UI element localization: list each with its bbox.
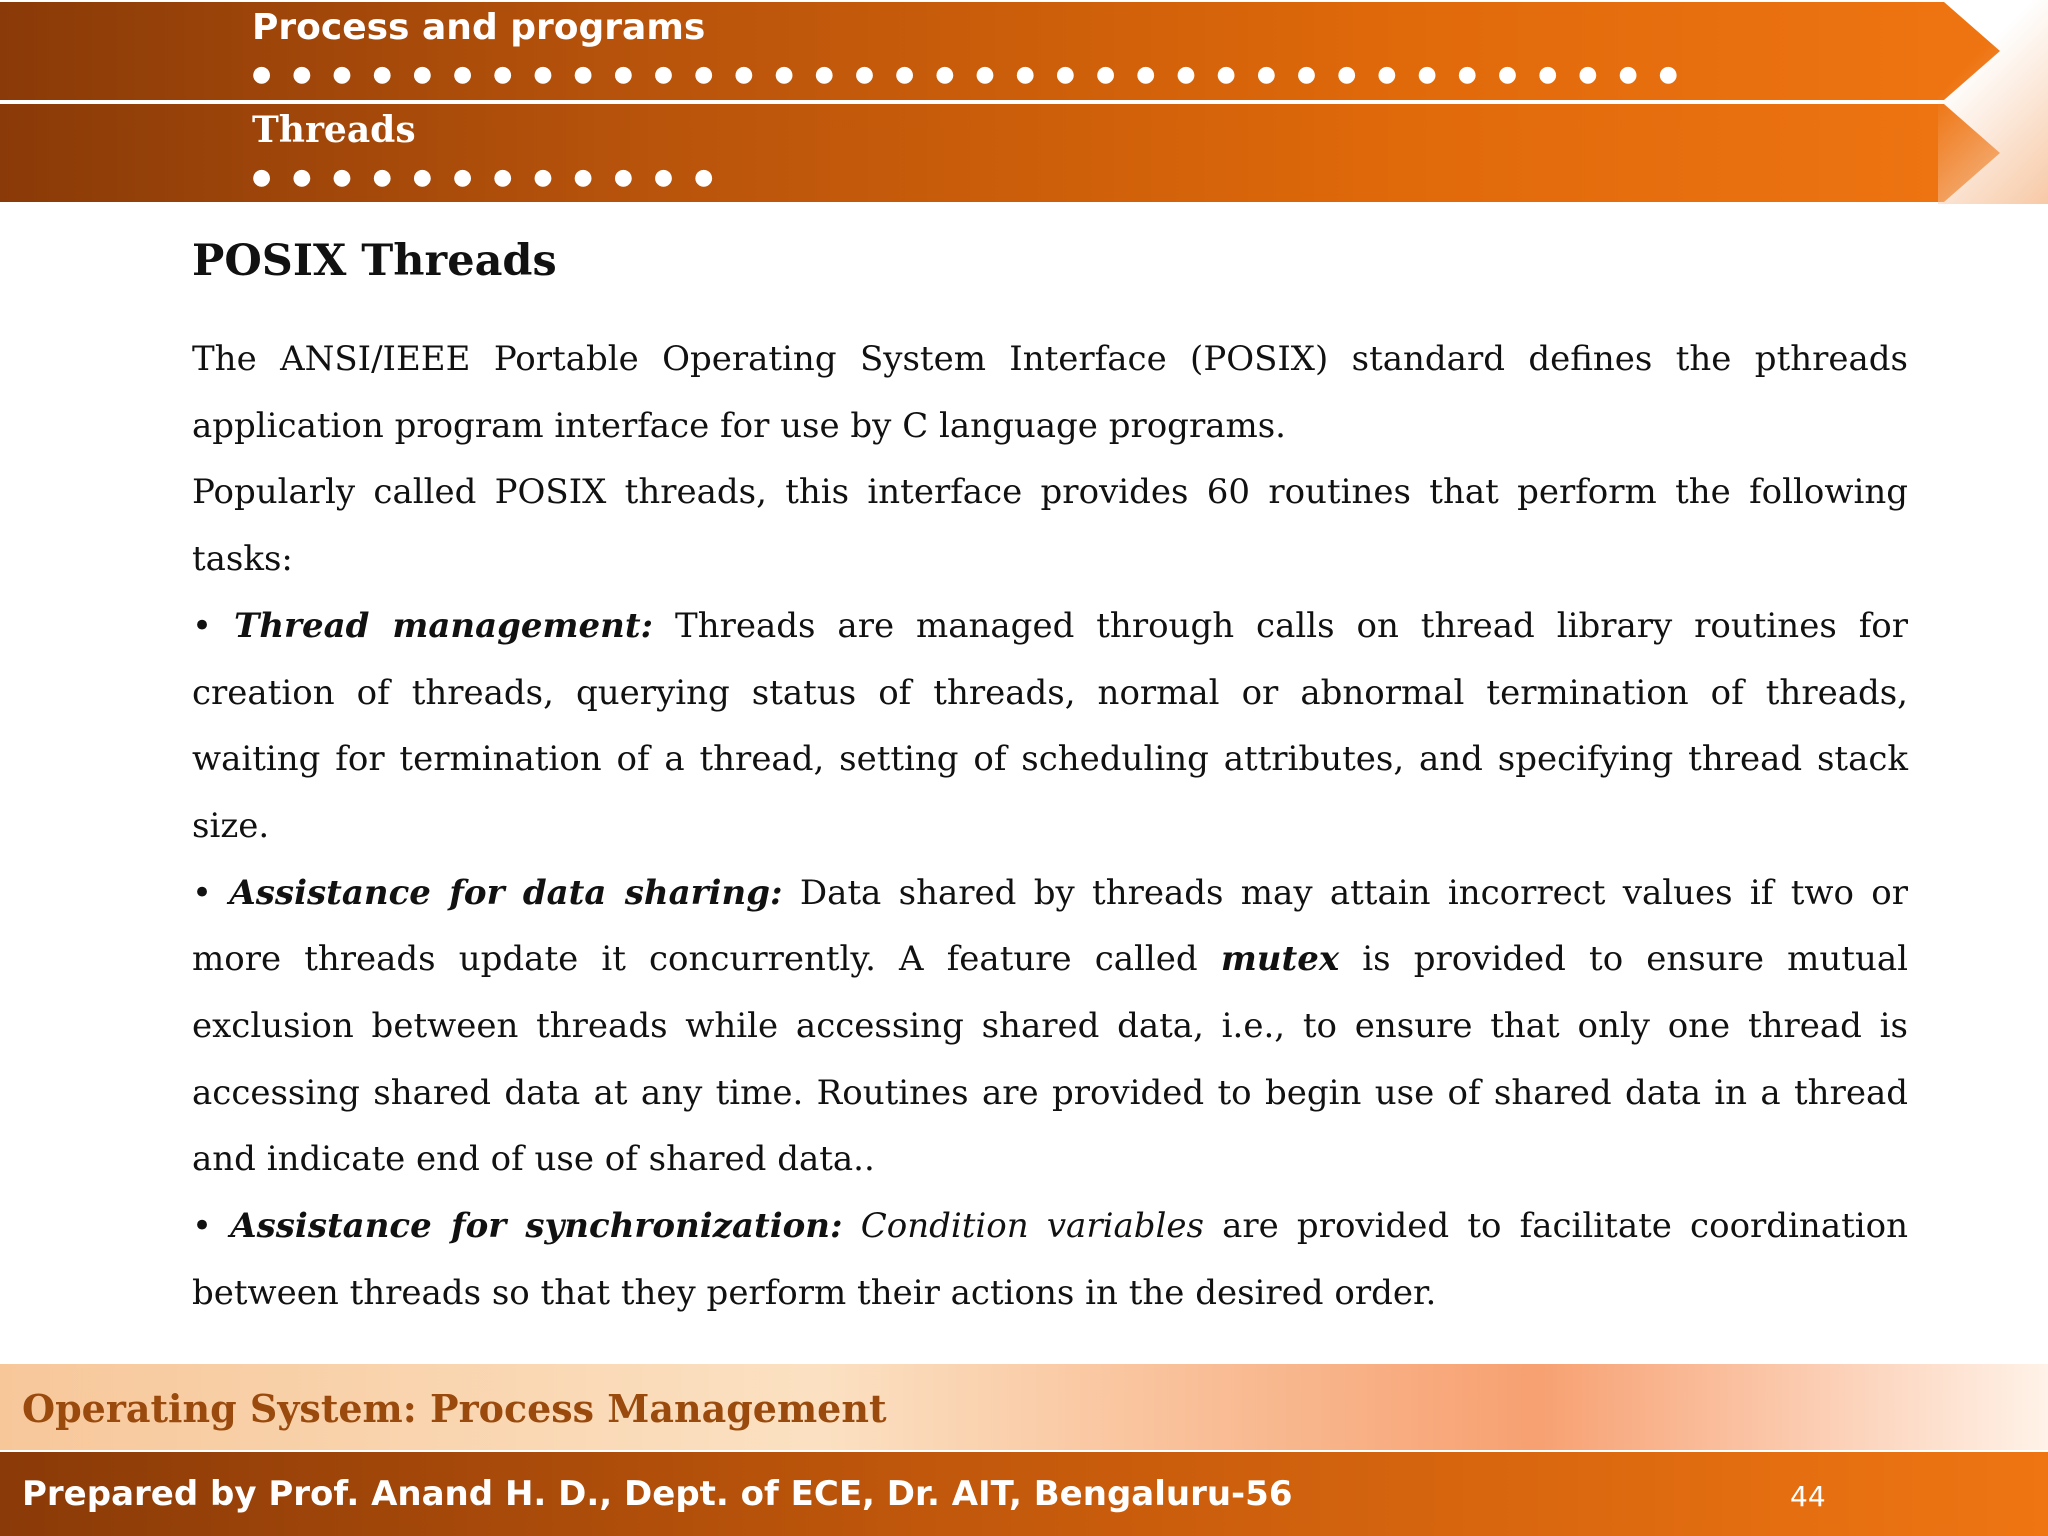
bullet-text: Data shared by threads may attain incorrect values if two or more threads update it concurrently. A feature called <box>192 872 1909 980</box>
bullet-symbol: • <box>192 1206 213 1247</box>
bullet-symbol: • <box>192 605 213 646</box>
slide-body <box>192 228 1908 1327</box>
bullet-symbol: • <box>192 872 213 913</box>
subsection-title: Threads <box>252 109 416 151</box>
condition-variables-emphasis: Condition variables <box>860 1206 1204 1247</box>
bullet-term: Assistance for data sharing: <box>229 872 783 913</box>
slide-title: POSIX Threads <box>192 236 557 286</box>
intro-paragraph-2: Popularly called POSIX threads, this interface provides 60 routines that perform the following tasks: <box>192 472 1908 580</box>
bullet-data-sharing <box>192 860 1908 1194</box>
page-number: 44 <box>1790 1480 1826 1513</box>
bullet-text: are provided to facilitate coordination between threads so that they perform their actions in the desired order. <box>192 1206 1908 1313</box>
intro-paragraph-1: The ANSI/IEEE Portable Operating System Interface (POSIX) standard defines the pthreads application program interface for use by C language programs. <box>192 339 1908 446</box>
bullet-thread-management <box>192 593 1908 860</box>
mutex-emphasis: mutex <box>1220 939 1340 980</box>
corner-decoration <box>1938 0 2048 204</box>
bullet-text: Threads are managed through calls on thread library routines for creation of threads, querying status of threads, normal or abnormal termination of threads, waiting for termination of a thread, setting of scheduling attributes, and specifying thread stack size. <box>192 605 1909 846</box>
bullet-synchronization <box>192 1193 1908 1326</box>
author-credit: Prepared by Prof. Anand H. D., Dept. of ECE, Dr. AIT, Bengaluru-56 <box>22 1474 1293 1514</box>
section-title: Process and programs <box>252 7 706 48</box>
bullet-term: Assistance for synchronization: <box>230 1206 843 1247</box>
subsection-dots-decoration: ● ● ● ● ● ● ● ● ● ● ● ● <box>252 165 721 190</box>
section-dots-decoration: ● ● ● ● ● ● ● ● ● ● ● ● ● ● ● ● ● ● ● ● ● ● ● ● ● ● ● ● ● ● ● ● ● ● ● ● <box>252 62 1685 87</box>
bullet-text-continued: is provided to ensure mutual exclusion between threads while accessing shared data, i.e., to ensure that only one thread is accessing shared data at any time. Routines are provided to begin use of shared data in a thread and indicate end of use of shared data.. <box>192 939 1908 1180</box>
course-title: Operating System: Process Management <box>22 1386 887 1431</box>
bullet-term: Thread management: <box>234 605 654 646</box>
